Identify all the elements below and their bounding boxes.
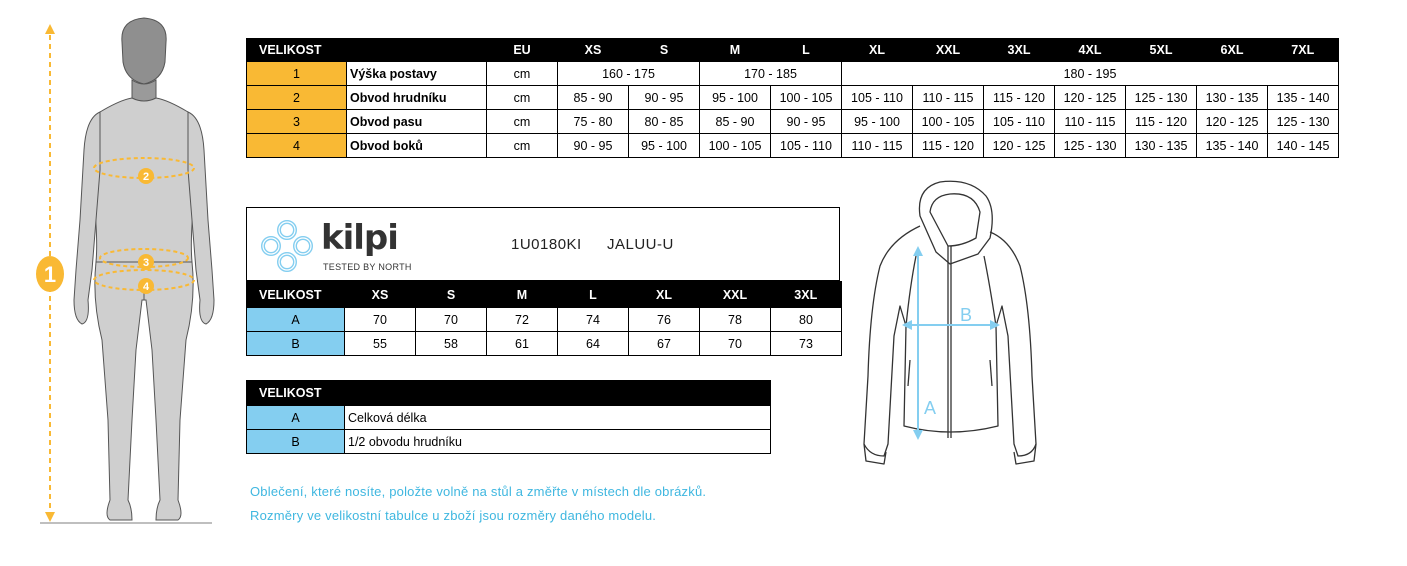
row-number: 2 [247,86,347,110]
table-cell: 125 - 130 [1055,134,1126,158]
header-4xl: 4XL [1055,39,1126,62]
table-cell: 75 - 80 [558,110,629,134]
table-cell: 90 - 95 [629,86,700,110]
table-cell: 100 - 105 [913,110,984,134]
table-cell: 95 - 100 [842,110,913,134]
header-l: L [558,282,629,308]
row-label: Výška postavy [347,62,487,86]
table-cell: 105 - 110 [842,86,913,110]
marker-4 [138,278,154,294]
header-xl: XL [629,282,700,308]
table-cell: 100 - 105 [700,134,771,158]
table-cell: 170 - 185 [700,62,842,86]
kilpi-tagline: TESTED BY NORTH [323,262,412,272]
jacket-illustration [850,176,1040,472]
row-label: Obvod pasu [347,110,487,134]
size-chart-table [246,38,1339,158]
kilpi-knot-logo [257,216,317,276]
table-row [247,332,842,356]
row-unit: cm [487,134,558,158]
table-cell: 115 - 120 [913,134,984,158]
header-xs: XS [345,282,416,308]
table-row [247,110,1339,134]
header-velikost: VELIKOST [247,39,347,62]
product-header-box [246,207,840,281]
table-row [247,308,842,332]
table-cell: 55 [345,332,416,356]
table-cell: 110 - 115 [842,134,913,158]
row-number: 4 [247,134,347,158]
instruction-note-1: Oblečení, které nosíte, položte volně na stůl a změřte v místech dle obrázků. [250,484,707,499]
table-cell: 70 [345,308,416,332]
header-m: M [700,39,771,62]
marker-3 [138,254,154,270]
table-cell: 70 [416,308,487,332]
table-cell: 85 - 90 [700,110,771,134]
table-cell: 64 [558,332,629,356]
row-label: Obvod boků [347,134,487,158]
header-xs: XS [558,39,629,62]
legend-table [246,380,771,454]
row-unit: cm [487,110,558,134]
table-cell: 67 [629,332,700,356]
table-cell: 160 - 175 [558,62,700,86]
body-measurement-figure [0,0,240,566]
marker-2 [138,168,154,184]
marker-4-label: 4 [142,281,150,293]
table-cell: 120 - 125 [984,134,1055,158]
product-name: JALUU-U [607,236,674,253]
header-xxl: XXL [913,39,984,62]
table-cell: 115 - 120 [1126,110,1197,134]
table-cell: 78 [700,308,771,332]
table-row [247,430,771,454]
table-cell: 120 - 125 [1197,110,1268,134]
header-s: S [629,39,700,62]
size-chart-header [247,39,1339,62]
header-velikost: VELIKOST [247,282,345,308]
row-label: Obvod hrudníku [347,86,487,110]
header-eu: EU [487,39,558,62]
table-cell: 90 - 95 [558,134,629,158]
header-3xl: 3XL [984,39,1055,62]
table-row [247,62,1339,86]
kilpi-wordmark: kilpi [321,218,398,258]
table-cell: 76 [629,308,700,332]
header-6xl: 6XL [1197,39,1268,62]
legend-description: 1/2 obvodu hrudníku [345,430,771,454]
row-unit: cm [487,86,558,110]
row-unit: cm [487,62,558,86]
marker-1-label: 1 [43,262,57,287]
table-cell: 135 - 140 [1197,134,1268,158]
table-cell: 110 - 115 [1055,110,1126,134]
table-cell: 125 - 130 [1126,86,1197,110]
table-cell: 140 - 145 [1268,134,1339,158]
legend-description: Celková délka [345,406,771,430]
row-number: 1 [247,62,347,86]
row-label: B [247,430,345,454]
jacket-label-a: A [924,398,937,418]
table-cell: 110 - 115 [913,86,984,110]
jacket-label-b: B [960,305,973,325]
table-cell: 125 - 130 [1268,110,1339,134]
header-l: L [771,39,842,62]
header-7xl: 7XL [1268,39,1339,62]
table-cell: 100 - 105 [771,86,842,110]
header-m: M [487,282,558,308]
table-cell: 72 [487,308,558,332]
table-cell: 95 - 100 [629,134,700,158]
header-velikost: VELIKOST [247,381,771,406]
table-cell: 61 [487,332,558,356]
table-row [247,406,771,430]
row-number: 3 [247,110,347,134]
header-3xl: 3XL [771,282,842,308]
legend-header [247,381,771,406]
marker-1 [36,256,64,292]
table-cell: 135 - 140 [1268,86,1339,110]
table-row [247,86,1339,110]
table-cell: 95 - 100 [700,86,771,110]
instruction-note-2: Rozměry ve velikostní tabulce u zboží jsou rozměry daného modelu. [250,508,657,523]
header-5xl: 5XL [1126,39,1197,62]
table-row [247,134,1339,158]
table-cell: 74 [558,308,629,332]
product-size-table [246,281,842,356]
marker-3-label: 3 [142,257,150,269]
header-blank [347,39,487,62]
header-xxl: XXL [700,282,771,308]
row-label: B [247,332,345,356]
row-label: A [247,308,345,332]
table-cell: 180 - 195 [842,62,1339,86]
table-cell: 130 - 135 [1197,86,1268,110]
table-cell: 73 [771,332,842,356]
table-cell: 105 - 110 [984,110,1055,134]
table-cell: 115 - 120 [984,86,1055,110]
table-cell: 58 [416,332,487,356]
table-cell: 70 [700,332,771,356]
row-label: A [247,406,345,430]
table-cell: 85 - 90 [558,86,629,110]
table-cell: 105 - 110 [771,134,842,158]
header-s: S [416,282,487,308]
marker-2-label: 2 [142,171,150,183]
table-cell: 80 [771,308,842,332]
table-cell: 120 - 125 [1055,86,1126,110]
header-xl: XL [842,39,913,62]
product-code: 1U0180KI [511,236,582,253]
product-table-header [247,282,842,308]
table-cell: 130 - 135 [1126,134,1197,158]
jacket-dimension-a [913,246,923,440]
table-cell: 90 - 95 [771,110,842,134]
table-cell: 80 - 85 [629,110,700,134]
